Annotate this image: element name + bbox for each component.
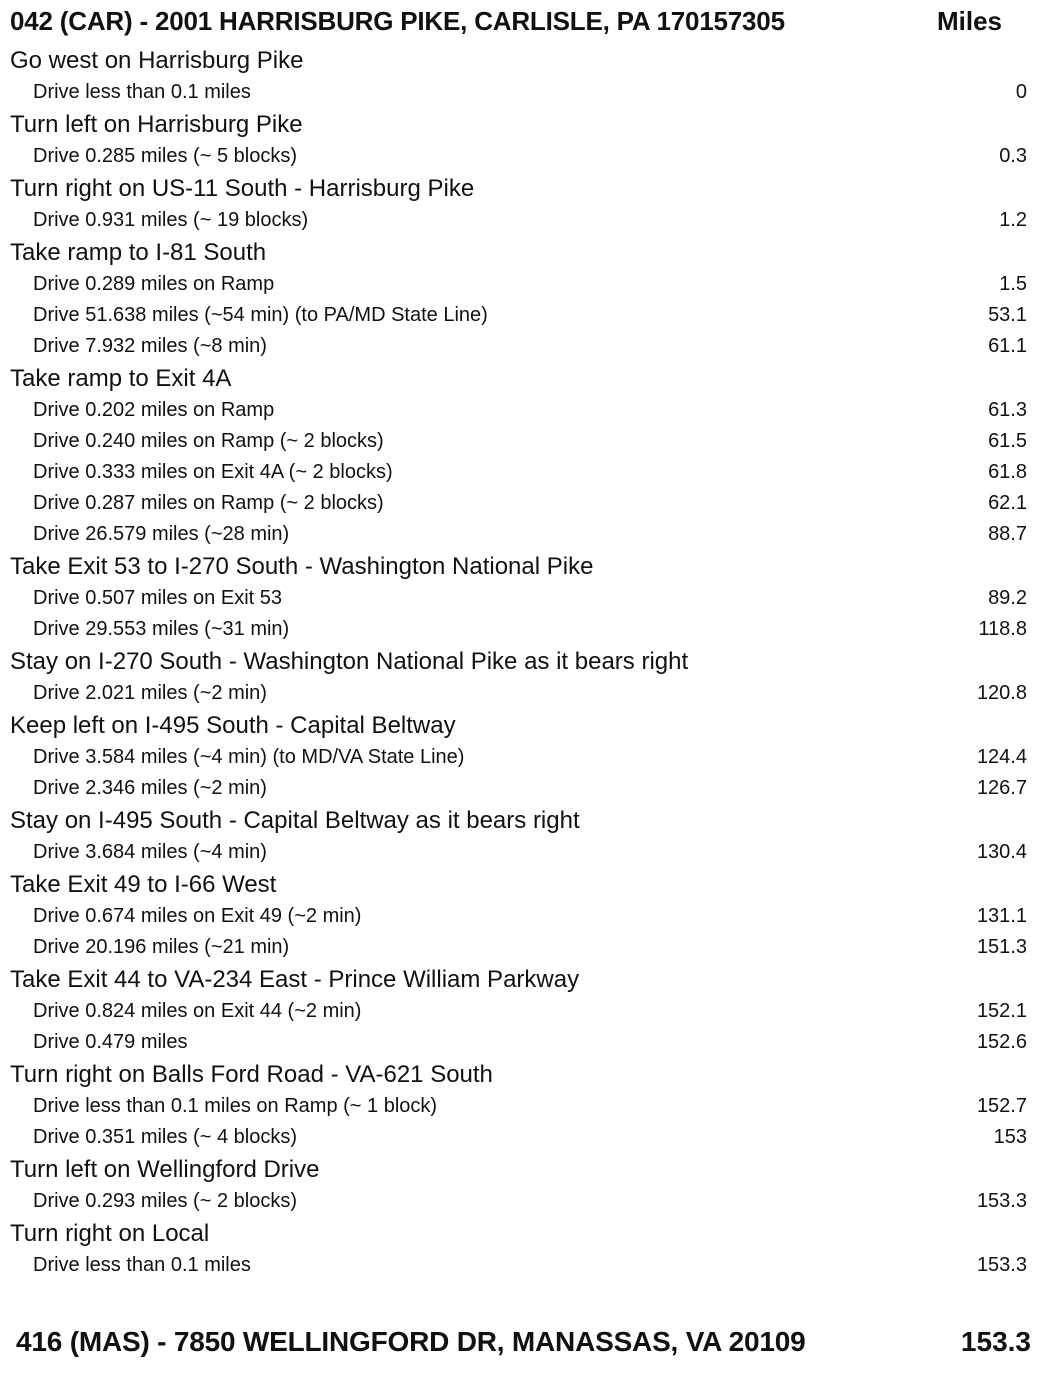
segment-description: Drive less than 0.1 miles: [33, 1254, 251, 1276]
cumulative-miles: 152.1: [976, 1000, 1027, 1022]
segment-description: Drive 0.351 miles (~ 4 blocks): [33, 1126, 297, 1148]
cumulative-miles: 61.5: [988, 430, 1027, 452]
step-instruction: Stay on I-270 South - Washington National Pike as it bears right: [10, 648, 689, 675]
cumulative-miles: 151.3: [976, 936, 1027, 958]
cumulative-miles: 89.2: [988, 587, 1027, 609]
segment-description: Drive less than 0.1 miles: [33, 81, 251, 103]
drive-segment: [0, 519, 1041, 550]
cumulative-miles: 120.8: [976, 682, 1027, 704]
step-instruction: Turn right on US-11 South - Harrisburg Pike: [10, 175, 475, 202]
drive-segment: [0, 678, 1041, 709]
cumulative-miles: 1.2: [999, 209, 1027, 231]
cumulative-miles: 0.3: [999, 145, 1027, 167]
drive-segment: [0, 901, 1041, 932]
cumulative-miles: 153.3: [976, 1254, 1027, 1276]
direction-step: [0, 645, 1041, 709]
segment-description: Drive 0.333 miles on Exit 4A (~ 2 blocks): [33, 461, 393, 483]
drive-segment: [0, 141, 1041, 172]
direction-step: [0, 709, 1041, 804]
segment-description: Drive 2.346 miles (~2 min): [33, 777, 267, 799]
direction-step: [0, 1058, 1041, 1153]
direction-step: [0, 550, 1041, 645]
direction-step: [0, 963, 1041, 1058]
step-instruction: Take ramp to I-81 South: [10, 239, 267, 266]
direction-step: [0, 868, 1041, 963]
segment-description: Drive 20.196 miles (~21 min): [33, 936, 290, 958]
cumulative-miles: 1.5: [999, 273, 1027, 295]
route-footer: [16, 1326, 1031, 1366]
segment-description: Drive 51.638 miles (~54 min) (to PA/MD State Line): [33, 304, 488, 326]
segment-description: Drive 3.584 miles (~4 min) (to MD/VA State Line): [33, 746, 465, 768]
drive-segment: [0, 300, 1041, 331]
segment-description: Drive 26.579 miles (~28 min): [33, 523, 290, 545]
cumulative-miles: 131.1: [976, 905, 1027, 927]
direction-step: [0, 108, 1041, 172]
cumulative-miles: 61.8: [988, 461, 1027, 483]
step-instruction: Turn right on Local: [10, 1220, 210, 1247]
cumulative-miles: 53.1: [988, 304, 1027, 326]
drive-segment: [0, 742, 1041, 773]
drive-segment: [0, 426, 1041, 457]
direction-step: [0, 804, 1041, 868]
segment-description: Drive 0.289 miles on Ramp: [33, 273, 275, 295]
segment-description: Drive 29.553 miles (~31 min): [33, 618, 290, 640]
drive-segment: [0, 837, 1041, 868]
cumulative-miles: 118.8: [978, 618, 1027, 640]
cumulative-miles: 126.7: [976, 777, 1027, 799]
segment-description: Drive 0.674 miles on Exit 49 (~2 min): [33, 905, 362, 927]
cumulative-miles: 0: [1015, 81, 1027, 103]
drive-segment: [0, 1186, 1041, 1217]
cumulative-miles: 61.3: [988, 399, 1027, 421]
segment-description: Drive 2.021 miles (~2 min): [33, 682, 267, 704]
destination-address: 416 (MAS) - 7850 WELLINGFORD DR, MANASSAS, VA 20109: [16, 1326, 806, 1357]
segment-description: Drive 0.931 miles (~ 19 blocks): [33, 209, 309, 231]
drive-segment: [0, 457, 1041, 488]
miles-column-header: Miles: [936, 6, 1002, 36]
segment-description: Drive 0.287 miles on Ramp (~ 2 blocks): [33, 492, 384, 514]
cumulative-miles: 153: [993, 1126, 1027, 1148]
segment-description: Drive 0.240 miles on Ramp (~ 2 blocks): [33, 430, 384, 452]
step-instruction: Keep left on I-495 South - Capital Beltway: [10, 712, 456, 739]
cumulative-miles: 130.4: [976, 841, 1027, 863]
drive-segment: [0, 77, 1041, 108]
cumulative-miles: 153.3: [976, 1190, 1027, 1212]
direction-step: [0, 236, 1041, 362]
direction-step: [0, 1217, 1041, 1281]
step-instruction: Go west on Harrisburg Pike: [10, 47, 304, 74]
segment-description: Drive 0.479 miles: [33, 1031, 188, 1053]
step-instruction: Turn left on Wellingford Drive: [10, 1156, 320, 1183]
segment-description: Drive less than 0.1 miles on Ramp (~ 1 block): [33, 1095, 438, 1117]
drive-segment: [0, 614, 1041, 645]
drive-segment: [0, 1122, 1041, 1153]
segment-description: Drive 0.293 miles (~ 2 blocks): [33, 1190, 297, 1212]
drive-segment: [0, 583, 1041, 614]
step-instruction: Turn left on Harrisburg Pike: [10, 111, 303, 138]
drive-segment: [0, 395, 1041, 426]
segment-description: Drive 0.507 miles on Exit 53: [33, 587, 283, 609]
drive-segment: [0, 269, 1041, 300]
origin-address: 042 (CAR) - 2001 HARRISBURG PIKE, CARLISLE, PA 170157305: [10, 6, 785, 36]
segment-description: Drive 0.202 miles on Ramp: [33, 399, 275, 421]
cumulative-miles: 61.1: [988, 335, 1027, 357]
segment-description: Drive 3.684 miles (~4 min): [33, 841, 267, 863]
segment-description: Drive 7.932 miles (~8 min): [33, 335, 267, 357]
route-header: [10, 6, 1010, 40]
drive-segment: [0, 488, 1041, 519]
drive-segment: [0, 205, 1041, 236]
step-instruction: Take ramp to Exit 4A: [10, 365, 232, 392]
cumulative-miles: 62.1: [988, 492, 1027, 514]
total-miles: 153.3: [960, 1326, 1031, 1357]
drive-segment: [0, 331, 1041, 362]
drive-segment: [0, 1091, 1041, 1122]
cumulative-miles: 152.7: [976, 1095, 1027, 1117]
cumulative-miles: 88.7: [988, 523, 1027, 545]
direction-step: [0, 362, 1041, 550]
segment-description: Drive 0.824 miles on Exit 44 (~2 min): [33, 1000, 362, 1022]
drive-segment: [0, 1250, 1041, 1281]
step-instruction: Take Exit 49 to I-66 West: [10, 871, 277, 898]
step-instruction: Take Exit 44 to VA-234 East - Prince William Parkway: [10, 966, 580, 993]
drive-segment: [0, 1027, 1041, 1058]
step-instruction: Take Exit 53 to I-270 South - Washington National Pike: [10, 553, 594, 580]
direction-step: [0, 44, 1041, 108]
direction-step: [0, 1153, 1041, 1217]
drive-segment: [0, 932, 1041, 963]
segment-description: Drive 0.285 miles (~ 5 blocks): [33, 145, 297, 167]
step-instruction: Stay on I-495 South - Capital Beltway as it bears right: [10, 807, 580, 834]
cumulative-miles: 124.4: [976, 746, 1027, 768]
direction-step: [0, 172, 1041, 236]
direction-steps: [0, 44, 1041, 1281]
drive-segment: [0, 773, 1041, 804]
cumulative-miles: 152.6: [976, 1031, 1027, 1053]
step-instruction: Turn right on Balls Ford Road - VA-621 South: [10, 1061, 493, 1088]
drive-segment: [0, 996, 1041, 1027]
